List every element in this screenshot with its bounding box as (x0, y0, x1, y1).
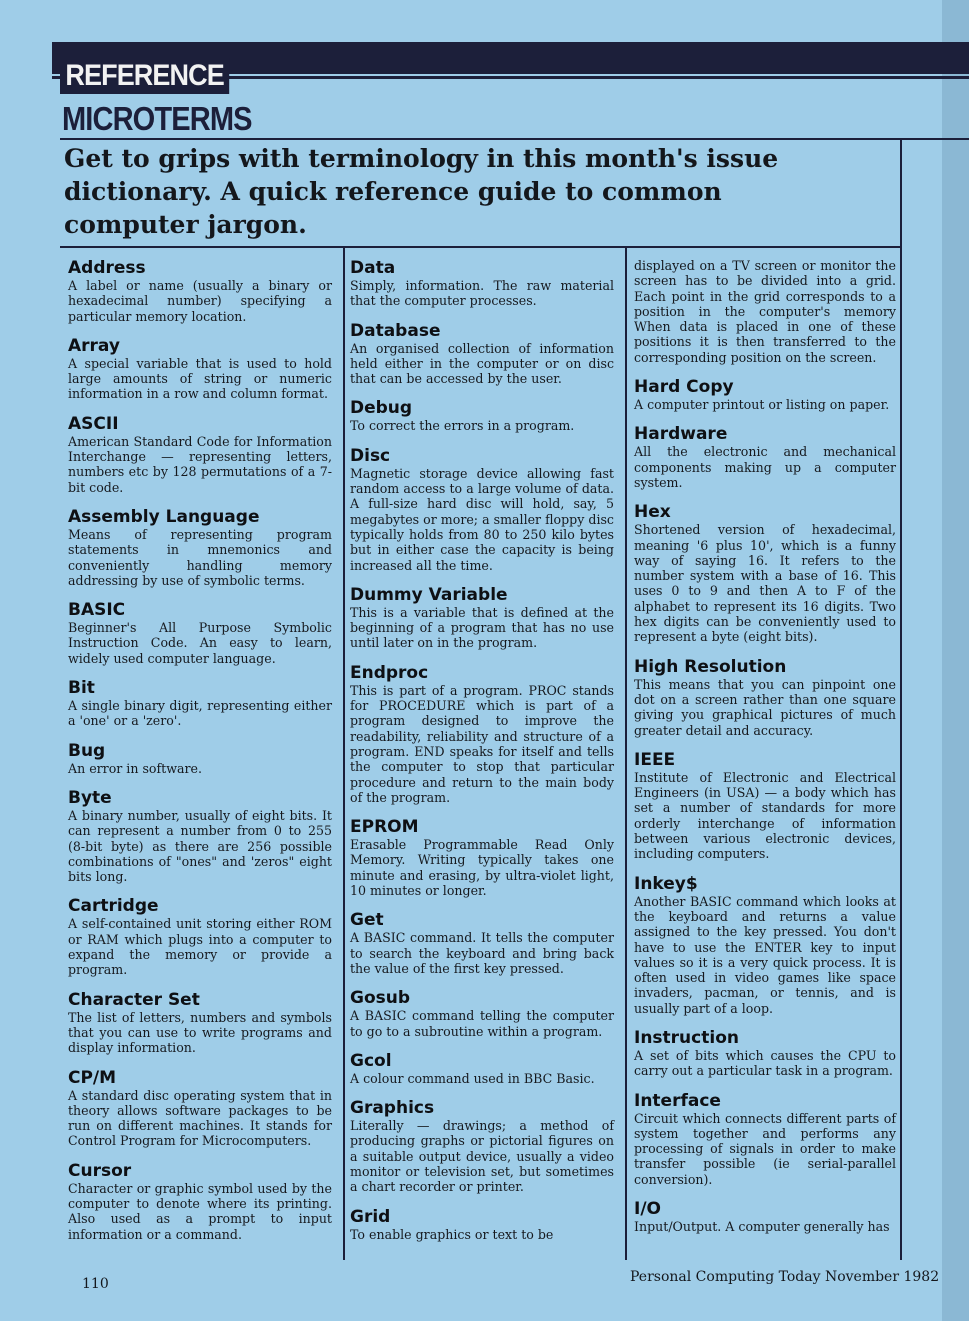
glossary-definition: The list of letters, numbers and symbols that you can use to write programs and display information. (68, 1009, 332, 1056)
glossary-entry (350, 585, 614, 651)
glossary-term: Byte (68, 787, 112, 808)
glossary-definition: displayed on a TV screen or monitor the screen has to be divided into a grid. Each point in the grid corresponds to a position in the computer's memory When data is placed in one of these positions it is then transferred to the corresponding position on the screen. (634, 258, 896, 365)
glossary-definition: Institute of Electronic and Electrical Engineers (in USA) — a body which has set a number of standards for more orderly interchange of information between various electronic devices, including computers. (634, 769, 896, 862)
glossary-definition: An organised collection of information held either in the computer or on disc that can be accessed by the user. (350, 340, 614, 387)
glossary-definition: Erasable Programmable Read Only Memory. Writing typically takes one minute and erasing, by ultra-violet light, 10 minutes or longer. (350, 837, 614, 899)
glossary-term: I/O (634, 1199, 661, 1220)
intro-text: Get to grips with terminology in this month's issue dictionary. A quick reference guide to common computer jargon. (64, 144, 779, 239)
glossary-entry (68, 896, 332, 977)
glossary-entry (350, 1051, 614, 1086)
glossary-entry (350, 398, 614, 433)
column-divider (625, 248, 627, 1260)
glossary-definition: Circuit which connects different parts of system together and performs any processing of signals in order to make transfer possible (ie serial-parallel conversion). (634, 1110, 896, 1187)
glossary-term: Bit (68, 678, 95, 699)
glossary-entry (350, 910, 614, 976)
magazine-credit: Personal Computing Today November 1982 (630, 1269, 940, 1285)
glossary-entry (68, 507, 332, 588)
column-1 (68, 258, 332, 1254)
glossary-term: Endproc (350, 662, 429, 683)
glossary-term: Address (68, 258, 146, 278)
glossary-definition: Simply, information. The raw material that the computer processes. (350, 278, 614, 309)
glossary-entry (634, 258, 896, 365)
glossary-definition: All the electronic and mechanical components making up a computer system. (634, 444, 896, 490)
glossary-definition: Character or graphic symbol used by the computer to denote where its printing. Also used as a prompt to input information or a command. (68, 1180, 332, 1242)
glossary-term: Inkey$ (634, 873, 698, 894)
glossary-term: Dummy Variable (350, 584, 508, 605)
glossary-entry (634, 750, 896, 862)
glossary-term: Graphics (350, 1098, 435, 1119)
glossary-entry (68, 741, 332, 776)
glossary-entry (350, 258, 614, 309)
glossary-definition: This is part of a program. PROC stands for PROCEDURE which is part of a program designed to improve the readability, reliability and structure of a program. END speaks for itself and tells the computer to stop that particular procedure and return to the main body of the program. (350, 682, 614, 805)
glossary-definition: A special variable that is used to hold large amounts of string or numeric information in a row and column format. (68, 355, 332, 402)
glossary-definition: A label or name (usually a binary or hexadecimal number) specifying a particular memory location. (68, 278, 332, 324)
glossary-definition: A colour command used in BBC Basic. (350, 1070, 595, 1086)
glossary-definition: A binary number, usually of eight bits. It can represent a number from 0 to 255 (8-bit byte) as there are 256 possible combinations of "ones" and 'zeros" eight bits long. (68, 807, 332, 885)
glossary-term: Hex (634, 502, 671, 523)
glossary-entry (68, 336, 332, 402)
glossary-term: Disc (350, 445, 391, 466)
glossary-definition: To correct the errors in a program. (350, 418, 575, 434)
glossary-entry (68, 788, 332, 884)
glossary-term: BASIC (68, 600, 126, 621)
glossary-definition: A computer printout or listing on paper. (634, 397, 890, 413)
glossary-entry (350, 321, 614, 387)
glossary-entry (68, 1068, 332, 1149)
column-divider (900, 140, 902, 1260)
glossary-definition: A BASIC command telling the computer to go to a subroutine within a program. (350, 1008, 614, 1039)
glossary-definition: Beginner's All Purpose Symbolic Instruction Code. An easy to learn, widely used computer language. (68, 620, 332, 666)
glossary-term: Gcol (350, 1050, 392, 1071)
column-3 (634, 258, 896, 1246)
glossary-term: Database (350, 320, 441, 341)
glossary-entry (634, 1199, 896, 1234)
glossary-definition: An error in software. (68, 760, 202, 776)
glossary-definition: Another BASIC command which looks at the keyboard and returns a value assigned to the key pressed. You don't have to use the ENTER key to input values so it is a very quick process. It is often used in video games like space invaders, pacman, or tennis, and is usually part of a loop. (634, 893, 896, 1016)
glossary-definition: A self-contained unit storing either ROM or RAM which plugs into a computer to expand the memory or provide a program. (68, 916, 332, 978)
glossary-entry (634, 502, 896, 644)
glossary-term: Hard Copy (634, 377, 734, 398)
glossary-term: Interface (634, 1090, 721, 1111)
glossary-entry (68, 258, 332, 324)
glossary-term: ASCII (68, 413, 119, 434)
glossary-entry (634, 377, 896, 412)
page-title: MICROTERMS (62, 100, 252, 137)
intro-divider (60, 246, 900, 248)
glossary-entry (350, 663, 614, 805)
glossary-entry (634, 1091, 896, 1187)
title-divider (60, 138, 969, 140)
page-edge (942, 0, 969, 1321)
glossary-definition: Means of representing program statements in mnemonics and conveniently handling memory addressing by use of symbolic terms. (68, 526, 332, 588)
glossary-term: Grid (350, 1206, 391, 1227)
glossary-entry (68, 1161, 332, 1242)
glossary-entry (68, 990, 332, 1056)
page-number: 110 (82, 1276, 109, 1292)
glossary-definition: Shortened version of hexadecimal, meaning '6 plus 10', which is a funny way of saying 16. It refers to the number system with a base of 16. This uses 0 to 9 and then A to F of the alphabet to represent its 16 digits. Two hex digits can be conveniently used to represent a byte (eight bits). (634, 522, 896, 645)
glossary-entry (350, 1098, 614, 1194)
glossary-definition: A standard disc operating system that in theory allows software packages to be run on different machines. It stands for Control Program for Microcomputers. (68, 1087, 332, 1149)
glossary-term: Gosub (350, 988, 411, 1009)
glossary-term: IEEE (634, 749, 676, 770)
glossary-entry (68, 678, 332, 729)
glossary-entry (68, 414, 332, 495)
glossary-term: Debug (350, 398, 413, 419)
glossary-term: Cartridge (68, 896, 159, 917)
glossary-term: Hardware (634, 424, 728, 445)
glossary-entry (350, 1207, 614, 1242)
glossary-definition: A single binary digit, representing either a 'one' or a 'zero'. (68, 698, 332, 729)
glossary-definition: This means that you can pinpoint one dot on a screen rather than one square giving you graphical pictures of much greater detail and accuracy. (634, 676, 896, 738)
glossary-term: Array (68, 335, 120, 356)
glossary-definition: A set of bits which causes the CPU to carry out a particular task in a program. (634, 1047, 896, 1079)
glossary-term: Instruction (634, 1027, 739, 1048)
glossary-definition: Input/Output. A computer generally has (634, 1219, 890, 1235)
glossary-definition: Literally — drawings; a method of producing graphs or pictorial figures on a suitable output device, usually a video monitor or television set, but sometimes a chart recorder or printer. (350, 1118, 614, 1195)
glossary-entry (634, 874, 896, 1016)
glossary-definition: This is a variable that is defined at the beginning of a program that has no use until later on in the program. (350, 604, 614, 651)
column-divider (343, 248, 345, 1260)
glossary-term: High Resolution (634, 656, 787, 677)
glossary-definition: American Standard Code for Information Interchange — representing letters, numbers etc by 128 permutations of a 7-bit code. (68, 433, 332, 495)
glossary-entry (634, 657, 896, 738)
glossary-entry (350, 446, 614, 573)
glossary-entry (634, 424, 896, 490)
glossary-definition: A BASIC command. It tells the computer to search the keyboard and bring back the value of the first key pressed. (350, 930, 614, 976)
glossary-term: CP/M (68, 1067, 117, 1088)
glossary-entry (634, 1028, 896, 1079)
glossary-term: Data (350, 258, 396, 278)
section-kicker: REFERENCE (60, 58, 229, 94)
glossary-term: Assembly Language (68, 506, 260, 527)
glossary-entry (350, 817, 614, 898)
glossary-term: Get (350, 910, 384, 931)
glossary-definition: Magnetic storage device allowing fast random access to a large volume of data. A full-size hard disc will hold, say, 5 megabytes or more; a smaller floppy disc typically holds from 80 to 250 kilo bytes but in either case the capacity is being increased all the time. (350, 465, 614, 573)
glossary-definition: To enable graphics or text to be (350, 1226, 554, 1242)
glossary-term: Bug (68, 740, 106, 761)
glossary-term: Cursor (68, 1160, 132, 1181)
column-2 (350, 258, 614, 1254)
glossary-term: Character Set (68, 989, 200, 1010)
glossary-entry (350, 988, 614, 1039)
glossary-term: EPROM (350, 817, 419, 838)
glossary-entry (68, 600, 332, 666)
